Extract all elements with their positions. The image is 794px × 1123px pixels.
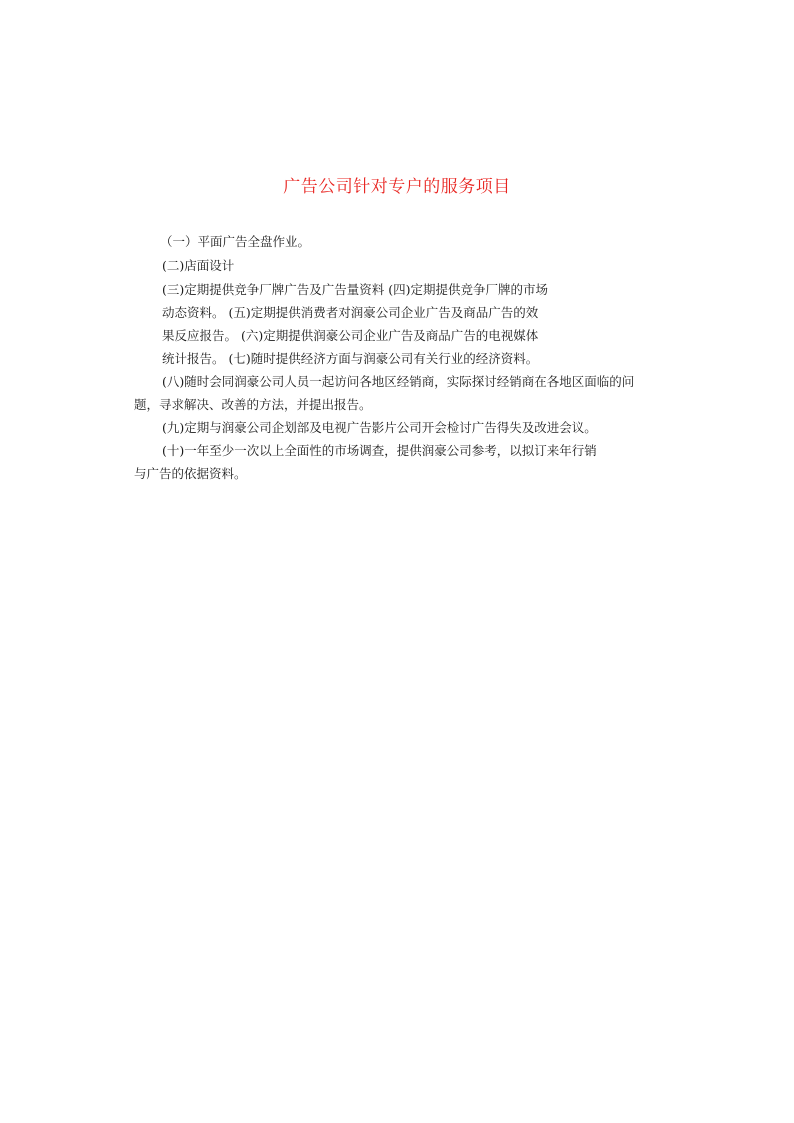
item-8-line-1: (八)随时会同润豪公司人员一起访问各地区经销商，实际探讨经销商在各地区面临的问 xyxy=(162,374,635,389)
item-6-7-line: 统计报告。 (七)随时提供经济方面与润豪公司有关行业的经济资料。 xyxy=(162,351,539,366)
item-10-line-2: 与广告的依据资料。 xyxy=(134,466,247,481)
item-2: (二)店面设计 xyxy=(162,258,235,273)
document-title: 广告公司针对专户的服务项目 xyxy=(283,177,511,197)
item-9: (九)定期与润豪公司企划部及电视广告影片公司开会检讨广告得失及改进会议。 xyxy=(162,420,597,435)
item-5-6-line: 果反应报告。 (六)定期提供润豪公司企业广告及商品广告的电视媒体 xyxy=(162,328,539,343)
item-3-4-line: (三)定期提供竞争厂牌广告及广告量资料 (四)定期提供竞争厂牌的市场 xyxy=(162,282,548,297)
item-10-line-1: (十)一年至少一次以上全面性的市场调查，提供润豪公司参考，以拟订来年行销 xyxy=(162,443,597,458)
item-1: （一）平面广告全盘作业。 xyxy=(160,234,311,249)
item-8-line-2: 题，寻求解决、改善的方法，并提出报告。 xyxy=(134,397,372,412)
item-4-5-line: 动态资料。 (五)定期提供消费者对润豪公司企业广告及商品广告的效 xyxy=(162,305,539,320)
